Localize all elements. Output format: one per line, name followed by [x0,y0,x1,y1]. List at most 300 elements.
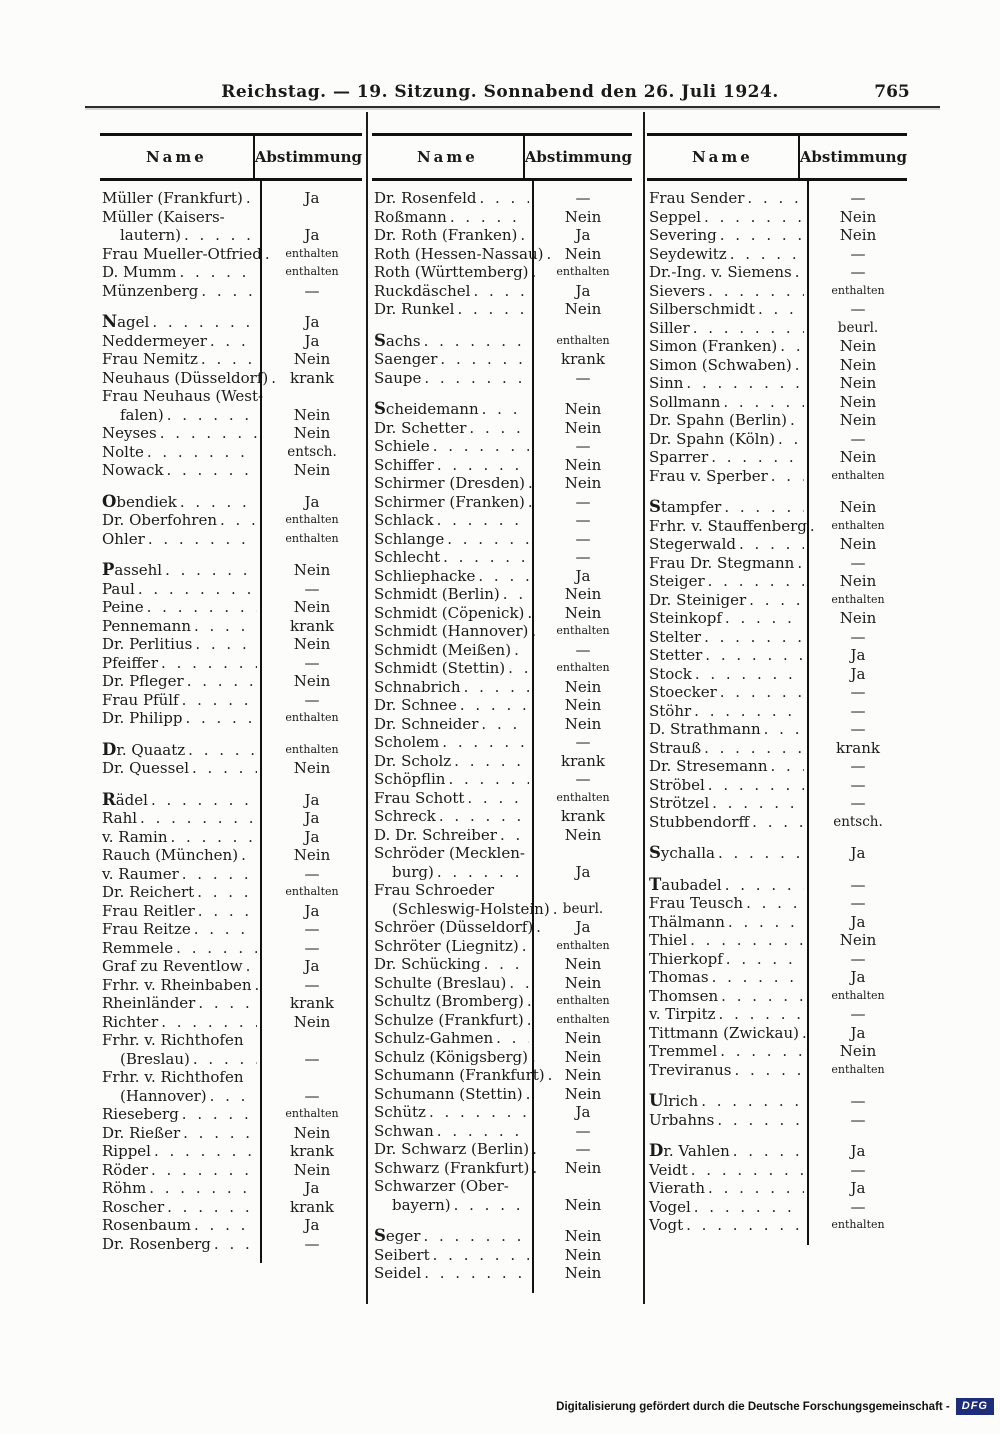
leader-dots [771,757,805,776]
leader-dots [712,968,804,987]
column-header-vote: Abstimmung [253,136,362,178]
table-row [100,511,362,530]
table-row [647,757,907,776]
name-cell [372,437,532,456]
name-cell [100,443,260,462]
name-cell [647,683,807,702]
table-row [100,282,362,301]
digitization-credit [0,1398,994,1415]
name-cell [100,1198,260,1217]
table-row [647,739,907,758]
leader-dots [705,646,804,665]
name-cell [100,976,260,995]
leader-dots [437,456,529,475]
name-cell [647,1142,807,1161]
vote-cell [807,1024,907,1043]
table-row [372,1159,632,1178]
group-gap [100,480,362,493]
member-name: Seibert [374,1245,430,1264]
member-name: Frau Reitler [102,901,195,920]
leader-dots [464,678,529,697]
table-row [100,791,362,810]
vote-cell [807,646,907,665]
table-row [372,548,632,567]
leader-dots [733,1142,804,1161]
vote-cell [807,591,907,610]
vote-value: — [304,1049,320,1068]
vote-cell [260,1142,362,1161]
vote-cell [532,992,632,1011]
vote-cell [532,789,632,808]
member-name: Ulrich [649,1091,699,1110]
vote-cell [260,1013,362,1032]
member-name: Schwan [374,1121,434,1140]
table-row [100,332,362,351]
table-row [372,844,632,863]
leader-dots [686,374,804,393]
leader-dots [718,844,804,863]
vote-value: — [575,1140,591,1158]
name-cell [100,598,260,617]
member-name: Schumann (Stettin) [374,1084,523,1103]
name-cell [100,828,260,847]
group-gap [372,319,632,332]
vote-cell [532,937,632,956]
leader-dots [182,691,257,710]
vote-value: — [575,770,591,788]
vote-cell [532,400,632,419]
table-row [647,245,907,264]
name-cell [100,1124,260,1143]
member-name: v. Raumer [102,864,179,883]
vote-cell [260,883,362,902]
vote-cell [807,720,907,739]
vote-value: — [575,1121,591,1140]
table-row [647,208,907,227]
table-row [647,591,907,610]
table-row [100,313,362,332]
vote-value: Nein [564,1158,602,1177]
vote-value: Nein [564,1047,602,1066]
vote-cell [807,757,907,776]
table-row [100,976,362,995]
group-gap [100,1253,362,1263]
vote-value: Nein [839,498,877,516]
vote-value: enthalten [831,988,885,1002]
table-row [647,226,907,245]
vote-cell [532,770,632,789]
vote-cell [807,1005,907,1024]
leader-dots [694,702,804,721]
group-gap [647,1079,907,1092]
name-cell [100,332,260,351]
name-cell [372,937,532,956]
group-gap [100,548,362,561]
leader-dots [686,1216,804,1235]
member-name: Scheidemann [374,399,479,418]
vote-cell [260,741,362,760]
leader-dots [147,598,257,617]
name-cell [372,918,532,937]
name-cell [100,282,260,301]
table-row [647,448,907,467]
leader-dots [478,567,529,586]
leader-dots [749,591,804,610]
member-name: Thomas [649,968,709,986]
vote-value: Ja [850,1023,866,1042]
vote-cell [807,894,907,913]
vote-value: Nein [564,955,602,973]
leader-dots [437,863,529,882]
member-name: Schnabrich [374,677,461,696]
leader-dots [214,1235,257,1254]
table-row [647,1092,907,1111]
member-name: Stetter [649,646,703,664]
member-name: Tremmel [649,1042,718,1060]
table-row [100,902,362,921]
member-name: Graf zu Reventlow [102,957,243,975]
table-row [647,356,907,375]
voting-table-3 [647,133,907,1245]
member-name: Severing [649,226,717,244]
table-row [372,1085,632,1104]
vote-value: enthalten [831,1062,885,1076]
name-cell [647,374,807,393]
vote-value: enthalten [285,885,339,898]
leader-dots [197,883,257,902]
vote-cell [807,665,907,684]
table-row [100,1161,362,1180]
leader-dots [728,913,804,932]
leader-dots [708,282,804,301]
table-row [647,393,907,412]
member-name: Neuhaus (Düsseldorf) [102,368,269,387]
leader-dots [151,1161,257,1180]
vote-value: — [850,1197,866,1216]
table-row [647,813,907,832]
group-gap [372,1283,632,1293]
leader-dots [183,1124,257,1143]
vote-cell [532,350,632,369]
name-cell [372,567,532,586]
vote-value: entsch. [833,813,883,830]
name-cell [100,957,260,976]
name-cell [100,208,260,227]
name-cell [647,794,807,813]
group-gap [372,1214,632,1227]
vote-value: — [850,553,866,572]
member-name: D. Mumm [102,263,177,281]
member-name: Dr. Quessel [102,759,189,777]
leader-dots [693,319,804,338]
vote-cell [260,691,362,710]
vote-value: Nein [839,448,877,466]
name-cell [100,994,260,1013]
name-cell [372,715,532,734]
leader-dots [448,770,529,789]
vote-cell [532,1140,632,1159]
name-cell [100,189,260,208]
member-name: Roth (Württemberg) [374,263,529,281]
vote-cell [260,1198,362,1217]
name-cell [372,282,532,301]
table-row [100,263,362,282]
vote-value: Ja [850,844,866,862]
vote-value: — [850,189,866,207]
member-name: Dr. Stresemann [649,757,768,775]
header-rule [85,106,940,108]
vote-value: — [850,244,866,263]
member-name: Schlack [374,511,434,529]
member-name: lautern) [120,226,181,244]
vote-cell [807,245,907,264]
table-row [100,369,362,388]
dfg-logo: DFG [956,1398,994,1415]
vote-value: — [850,683,866,701]
member-name: Frau Schroeder [374,881,495,899]
leader-dots [752,813,804,832]
leader-dots [701,1092,804,1111]
leader-dots [704,208,804,227]
vote-cell [807,356,907,375]
table-row [372,900,632,919]
member-name: Rheinländer [102,994,196,1012]
table-row [372,1246,632,1265]
group-initial: S [374,1226,386,1245]
vote-value: enthalten [556,790,610,804]
table-row [647,467,907,486]
name-cell [647,776,807,795]
vote-value: enthalten [556,661,610,674]
name-cell [100,461,260,480]
member-name: Thiel [649,931,688,949]
vote-value: — [304,920,320,938]
leader-dots [192,759,257,778]
vote-value: Nein [293,1123,331,1142]
table-row [100,957,362,976]
member-name: Schultz (Bromberg) [374,992,524,1010]
leader-dots [473,282,529,301]
table-row [372,789,632,808]
table-row [372,400,632,419]
vote-value: Nein [564,973,602,992]
vote-value: krank [290,616,334,635]
member-name: Schliephacke [374,566,476,585]
table-row [372,263,632,282]
member-name: Dr. Scholz [374,751,452,770]
name-cell [372,641,532,660]
name-cell [647,813,807,832]
table-row [100,561,362,580]
leader-dots [185,709,257,728]
member-name: Silberschmidt [649,300,755,318]
leader-dots [522,937,529,956]
leader-dots [469,419,529,438]
leader-dots [454,1196,529,1215]
vote-value: Nein [293,672,331,690]
vote-value: Nein [839,1042,877,1060]
vote-cell [260,828,362,847]
vote-cell [807,189,907,208]
table-row [647,572,907,591]
group-gap [647,485,907,498]
member-name: Ströbel [649,775,705,794]
member-name: Seidel [374,1264,422,1282]
leader-dots [746,894,804,913]
vote-cell [532,300,632,319]
vote-value: Ja [304,1216,320,1234]
member-name: Rahl [102,809,138,827]
table-row [372,189,632,208]
member-name: Schmidt (Berlin) [374,585,500,603]
leader-dots [508,659,529,678]
member-name: Schütz [374,1103,426,1121]
leader-dots [241,846,257,865]
vote-value: — [575,368,591,387]
name-cell [647,226,807,245]
vote-cell [532,226,632,245]
name-cell [100,226,260,245]
vote-cell [260,709,362,728]
member-name: Schmidt (Stettin) [374,659,506,677]
name-cell [372,807,532,826]
table-row [372,678,632,697]
member-name: Thälmann [649,912,725,931]
column-header-vote: Abstimmung [523,136,632,178]
vote-cell [260,332,362,351]
member-name: Schlecht [374,548,441,566]
vote-value: krank [561,350,605,368]
leader-dots [797,554,804,573]
leader-dots [220,511,257,530]
leader-dots [481,715,529,734]
vote-value: Nein [564,714,602,733]
leader-dots [171,828,258,847]
table-row [372,770,632,789]
table-row [100,1235,362,1254]
table-row [100,920,362,939]
name-cell [372,678,532,697]
table-row [372,208,632,227]
member-name: Schumann (Frankfurt) [374,1066,545,1084]
vote-cell [532,493,632,512]
vote-value: Nein [564,455,602,474]
leader-dots [527,992,531,1011]
leader-dots [180,263,258,282]
vote-value: enthalten [556,938,610,952]
leader-dots [500,826,529,845]
vote-value: Nein [564,677,602,696]
leader-dots [195,635,257,654]
member-name: Münzenberg [102,281,199,300]
member-name: Stoecker [649,683,717,701]
name-cell [372,604,532,623]
name-cell [100,1050,260,1069]
vote-cell [807,393,907,412]
member-name: (Hannover) [120,1086,207,1105]
table-row [100,530,362,549]
vote-cell [260,1068,362,1087]
vote-cell [807,913,907,932]
member-name: Dr. Schücking [374,955,481,973]
member-name: Rauch (München) [102,846,239,864]
vote-cell [260,282,362,301]
credit-text: Digitalisierung gefördert durch die Deutsche Forschungsgemeinschaft - [556,1400,950,1413]
vote-cell [532,844,632,863]
table-row [372,696,632,715]
member-name: Simon (Franken) [649,337,778,355]
member-name: Dr. Perlitius [102,635,193,653]
name-cell [100,1235,260,1254]
member-name: Frhr. v. Richthofen [102,1068,244,1086]
member-name: Nolte [102,442,144,461]
leader-dots [496,1029,529,1048]
table-row [100,865,362,884]
table-row [372,992,632,1011]
group-gap [647,1129,907,1142]
name-cell [372,974,532,993]
vote-cell [532,863,632,882]
table-row [372,918,632,937]
name-cell [372,530,532,549]
vote-cell [807,535,907,554]
table-row [372,641,632,660]
vote-cell [260,1087,362,1106]
vote-cell [807,1042,907,1061]
name-cell [372,881,532,900]
table-row [100,1142,362,1161]
member-name: Stegerwald [649,535,737,553]
member-name: Stampfer [649,497,722,516]
group-initial: S [649,497,661,516]
member-name: Strötzel [649,794,710,812]
leader-dots [526,1085,530,1104]
table-row [647,411,907,430]
member-name: Remmele [102,938,174,957]
name-cell [100,902,260,921]
vote-value: Nein [564,1084,602,1103]
table-row [372,437,632,456]
member-name: Pfeiffer [102,653,159,672]
vote-value: — [575,529,591,548]
name-cell [100,245,260,264]
table-row [372,282,632,301]
vote-value: Nein [839,572,877,590]
vote-cell [532,955,632,974]
vote-value: — [850,429,866,448]
name-cell [647,757,807,776]
table-body [372,181,632,1293]
table-row [372,937,632,956]
vote-value: Nein [293,1160,331,1179]
vote-value: Nein [839,392,877,411]
vote-cell [807,1061,907,1080]
member-name: Dr. Philipp [102,709,183,727]
name-cell [372,1011,532,1030]
name-cell [100,1105,260,1124]
table-body [100,181,362,1263]
leader-dots [778,430,804,449]
leader-dots [440,350,529,369]
name-cell [372,1264,532,1283]
member-name: Röder [102,1160,148,1179]
vote-value: Nein [839,355,877,374]
name-cell [372,733,532,752]
vote-value: Nein [564,474,602,492]
table-row [647,1042,907,1061]
name-cell [100,741,260,760]
group-initial: S [649,843,661,862]
